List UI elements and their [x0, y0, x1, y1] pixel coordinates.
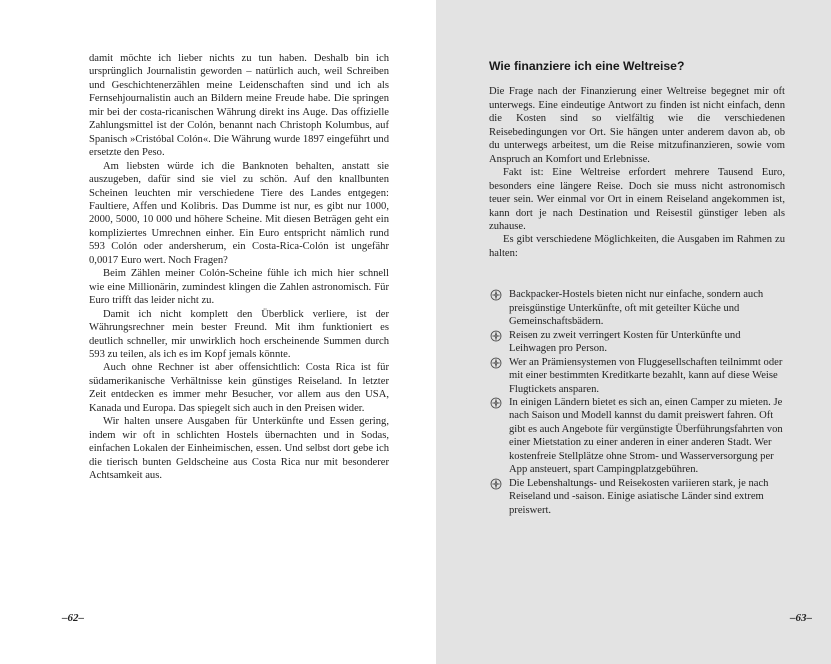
list-item: [489, 288, 785, 328]
compass-rose-icon: [490, 397, 502, 409]
list-item: [489, 396, 785, 477]
left-paragraph: Auch ohne Rechner ist aber offensichtlich: Costa Rica ist für südamerikanische Verhältnisse kein günstiges Reiseland. In letzter Zeit entdecken es immer mehr Besucher, vor allem aus den USA, Kanada und Europa. Das spiegelt sich auch in den Preisen wider.: [89, 362, 389, 414]
left-paragraph: Beim Zählen meiner Colón-Scheine fühle ich mich hier schnell wie eine Millionärin, zumindest klingen die Zahlen astronomisch. Für Euro trifft das leider nicht zu.: [89, 268, 389, 307]
tip-text: Wer an Prämiensystemen von Fluggesellschaften teilnimmt oder mit einer bestimmten Kreditkarte bezahlt, kann auf diese Weise Flugtickets ansparen.: [509, 356, 783, 395]
tips-list: [489, 288, 785, 517]
right-page-text: [489, 60, 785, 517]
page-number-right: –63–: [790, 612, 812, 624]
right-paragraph: Die Frage nach der Finanzierung einer Weltreise begegnet mir oft unterwegs. Eine eindeutige Antwort zu finden ist nicht einfach, denn die Kosten sind so vielfältig wie die verschiedenen Reisebedingungen vor Ort. Sie hängen unter anderem davon ab, ob du unterwegs arbeitest, um die Reise mitzufinanzieren, sowie vom Anspruch an Komfort und Erlebnisse.: [489, 86, 785, 165]
section-heading: Wie finanziere ich eine Weltreise?: [489, 59, 685, 73]
right-paragraph: Es gibt verschiedene Möglichkeiten, die Ausgaben im Rahmen zu halten:: [489, 234, 785, 259]
compass-rose-icon: [490, 289, 502, 301]
list-item: [489, 356, 785, 396]
page-number-left: –62–: [62, 612, 84, 624]
compass-rose-icon: [490, 330, 502, 342]
left-page-text: [89, 52, 389, 483]
compass-rose-icon: [490, 357, 502, 369]
left-paragraph: damit möchte ich lieber nichts zu tun haben. Deshalb bin ich ursprünglich Journalistin geworden – natürlich auch, weil Schreiben und Geschichtenerzählen meine Leidenschaften sind und ich als Fernsehjournalistin auch an Bildern meine Freude habe. Die springen mir bei der costa-ricanischen Währung direkt ins Auge. Das offizielle Zahlungsmittel ist der Colón, benannt nach Christoph Kolumbus, auf Spanisch »Cristóbal Colón«. Die Währung wurde 1897 eingeführt und ersetzte den Peso.: [89, 53, 389, 159]
list-item: [489, 477, 785, 517]
tip-text: Die Lebenshaltungs- und Reisekosten variieren stark, je nach Reiseland und -saison. Einige asiatische Länder sind extrem preiswert.: [509, 477, 769, 516]
right-paragraph: Fakt ist: Eine Weltreise erfordert mehrere Tausend Euro, besonders eine längere Reise. Doch sie muss nicht astronomisch teuer sein. Wer einmal vor Ort in einem Reiseland angekommen ist, kann dort je nach Destination und Reisestil günstiger leben als zuhause.: [489, 167, 785, 232]
tip-text: Reisen zu zweit verringert Kosten für Unterkünfte und Leihwagen pro Person.: [509, 329, 741, 355]
left-paragraph: Wir halten unsere Ausgaben für Unterkünfte und Essen gering, indem wir oft in schlichten Hostels übernachten und in Sodas, einfachen Lokalen der Einheimischen, essen. Und selbst dort gebe ich die tierisch bunten Geldscheine aus Costa Rica nur mit besonderer Achtsamkeit aus.: [89, 416, 389, 482]
tip-text: In einigen Ländern bietet es sich an, einen Camper zu mieten. Je nach Saison und Modell kannst du damit preiswert fahren. Oft gibt es auch Angebote für vergünstigte Überführungsfahrten von einer Mietstation zu einer anderen in einer anderen Stadt. Wer kostenfreie Stellplätze ohne Strom- und Wasserversorgung per App ansteuert, spart Campingplatzgebühren.: [509, 396, 783, 476]
left-paragraph: Am liebsten würde ich die Banknoten behalten, anstatt sie auszugeben, dafür sind sie viel zu schön. Auf den knallbunten Scheinen leuchten mir verschiedene Tiere des Landes entgegen: Faultiere, Affen und Kolibris. Das Dumme ist nur, es gibt nur 1000, 2000, 5000, 10 000 und höhere Scheine. Mit diesen Beträgen geht ein kompliziertes Umrechnen einher. Ein Euro entspricht nämlich rund 593 Colón oder andersherum, ein Costa-Rica-Colón ist ungefähr 0,0017 Euro wert. Noch Fragen?: [89, 160, 389, 266]
tip-text: Backpacker-Hostels bieten nicht nur einfache, sondern auch preisgünstige Unterkünfte, oft mit geteilter Küche und Gemeinschaftsbädern.: [509, 289, 764, 328]
list-item: [489, 329, 785, 356]
left-paragraph: Damit ich nicht komplett den Überblick verliere, ist der Währungsrechner mein bester Freund. Mit ihm funktioniert es deutlich schneller, mir unwirklich hoch erscheinende Summen durch 593 zu teilen, als ich es im Kopf jemals könnte.: [89, 308, 389, 360]
compass-rose-icon: [490, 478, 502, 490]
